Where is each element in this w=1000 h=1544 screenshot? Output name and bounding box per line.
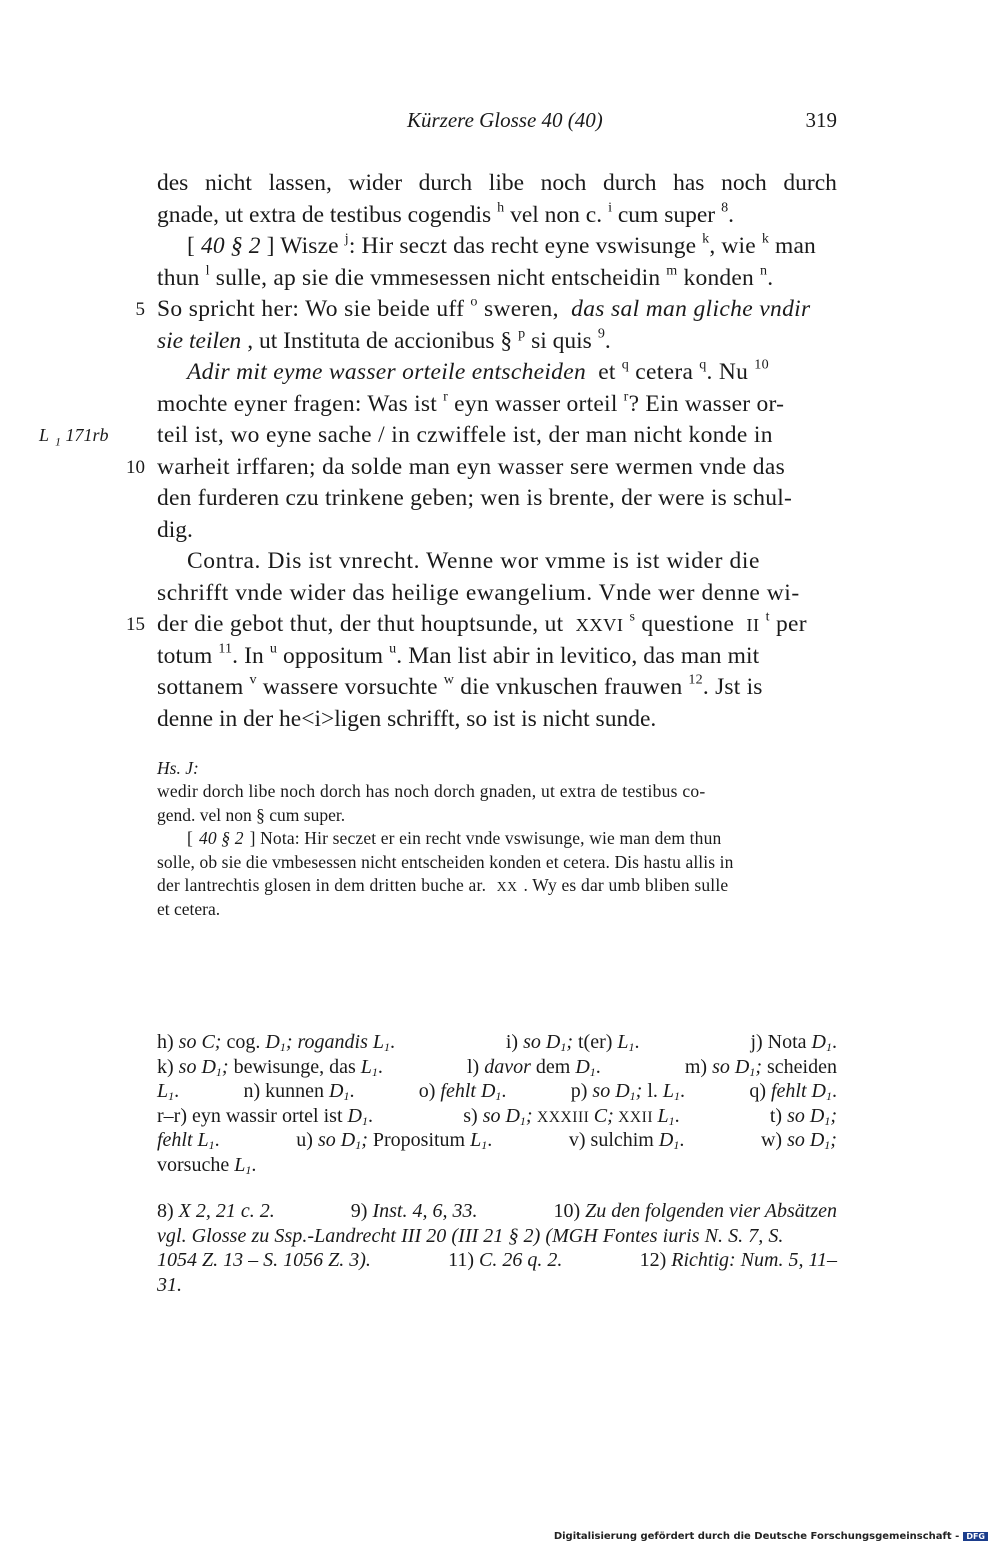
main-text [39, 168, 837, 735]
word: has [673, 170, 705, 196]
apparatus-line: h) so C; cog. $D_1$; rogandis $L_1$. i) so $D_1$; t(er) $L_1$. j) Nota $D_1$. [157, 1031, 837, 1054]
note-line: 1054 Z. 13 – S. 1056 Z. 3). 11) C. 26 q. 2. 12) Richtig: Num. 5, 11– [157, 1249, 837, 1271]
text-line-8: mochte eyner fragen: Was ist $^r$ eyn wasser orteil $^r$? Ein wasser or- [157, 387, 785, 417]
word: noch [721, 170, 767, 196]
text-line-13: Contra. Dis ist vnrecht. Wenne wor vmme is ist wider die [187, 548, 760, 574]
note-line: vgl. Glosse zu Ssp.-Landrecht III 20 (III 21 § 2) (MGH Fontes iuris N. S. 7, S. [157, 1224, 784, 1247]
apparatus-line: k) so $D_1$; bewisunge, das $L_1$. l) davor dem $D_1$. m) so $D_1$; scheiden [157, 1055, 837, 1079]
apparatus-line: fehlt $L_1$. u) so $D_1$; Propositum $L_1$. v) sulchim $D_1$. w) so $D_1$; [157, 1129, 837, 1152]
text-line-17: sottanem $^v$ wassere vorsuchte $^w$ die vnkuschen frauwen $^{12}$. Jst is [157, 671, 763, 700]
note-line: 31. [157, 1273, 182, 1296]
page-number: 319 [805, 108, 837, 132]
running-header [157, 108, 837, 138]
word: libe [488, 170, 525, 196]
apparatus-line: $L_1$. n) kunnen $D_1$. o) fehlt $D_1$. p) so $D_1$; l. $L_1$. q) fehlt $D_1$. [157, 1080, 837, 1103]
variant-line: solle, ob sie die vmbesessen nicht entscheiden konden et cetera. Dis hastu allis in [157, 851, 734, 872]
note-line: 8) X 2, 21 c. 2. 9) Inst. 4, 6, 33. 10) Zu den folgenden vier Absätzen [157, 1200, 837, 1222]
text-line-10: 10 warheit irffaren; da solde man eyn wasser sere wermen vnde das [157, 452, 837, 484]
dfg-logo: DFG [963, 1532, 988, 1541]
word: noch [540, 170, 587, 196]
word: lassen, [268, 170, 332, 196]
variant-line: [ 40 § 2 ] Nota: Hir seczet er ein recht vnde vswisunge, wie man dem thun [187, 828, 722, 848]
word: durch [783, 170, 837, 196]
text-line-1 [157, 168, 837, 200]
variant-label: Hs. J: [157, 758, 199, 778]
variant-line: gend. vel non § cum super. [157, 804, 346, 825]
apparatus-line: vorsuche $L_1$. [157, 1153, 257, 1177]
word: durch [418, 170, 473, 196]
running-title: Kürzere Glosse 40 (40) [407, 108, 603, 132]
text-line-15: 15 der die gebot thut, der thut houptsunde, ut XXVI $^s$ questione II $^t$ per [157, 609, 837, 641]
text-line-4: thun $^l$ sulle, ap sie die vmmesessen nicht entscheidin $^m$ konden $^n$. [157, 261, 774, 291]
digitization-credit [554, 1531, 988, 1542]
manuscript-variant [157, 756, 837, 921]
source-notes [157, 1199, 837, 1297]
variant-line: et cetera. [157, 898, 221, 919]
text-line-16: totum $^{11}$. In $^u$ oppositum $^u$. Man list abir in levitico, das man mit [157, 639, 760, 669]
text-line-2: gnade, ut extra de testibus cogendis $^h$ vel non c. $^i$ cum super $^8$. [157, 198, 735, 228]
text-line-9: L $_1$ 171rb teil ist, wo eyne sache / in czwiffele ist, der man nicht konde in [157, 420, 837, 452]
text-line-5: 5 So spricht her: Wo sie beide uff $^o$ sweren, das sal man gliche vndir [157, 294, 837, 326]
apparatus-line: r–r) eyn wassir ortel ist $D_1$. s) so $D_1$; XXXIII C; XXII $L_1$. t) so $D_1$; [157, 1104, 837, 1128]
text-line-3: [ 40 § 2 ] Wisze $^j$: Hir seczt das recht eyne vswisunge $^k$, wie $^k$ man [187, 230, 816, 259]
credit-text: Digitalisierung gefördert durch die Deutsche Forschungsgemeinschaft - [553, 1531, 960, 1542]
line-number: 5 [135, 299, 145, 320]
word: durch [602, 170, 657, 196]
line-number: 10 [126, 456, 145, 478]
word: wider [348, 170, 403, 196]
variant-line: wedir dorch libe noch dorch has noch dorch gnaden, ut extra de testibus co- [157, 781, 706, 801]
text-line-11: den furderen czu trinkene geben; wen is brente, der were is schul- [157, 485, 793, 511]
word: nicht [204, 170, 252, 196]
text-line-18: denne in der he<i>ligen schrifft, so ist is nicht sunde. [157, 705, 657, 732]
text-line-7: Adir mit eyme wasser orteile entscheiden et $^q$ cetera $^q$. Nu $^{10}$ [187, 356, 769, 385]
text-line-6: sie teilen , ut Instituta de accionibus § $^p$ si quis $^9$. [157, 324, 611, 354]
margin-folio-note: L $_1$ 171rb [39, 425, 109, 449]
critical-apparatus [157, 1030, 837, 1177]
word: des [157, 170, 189, 196]
text-line-12: dig. [157, 516, 193, 543]
text-line-14: schrifft vnde wider das heilige ewangelium. Vnde wer denne wi- [157, 579, 800, 606]
variant-line: der lantrechtis glosen in dem dritten buche ar. XX . Wy es dar umb bliben sulle [157, 875, 729, 895]
line-number: 15 [126, 614, 145, 635]
